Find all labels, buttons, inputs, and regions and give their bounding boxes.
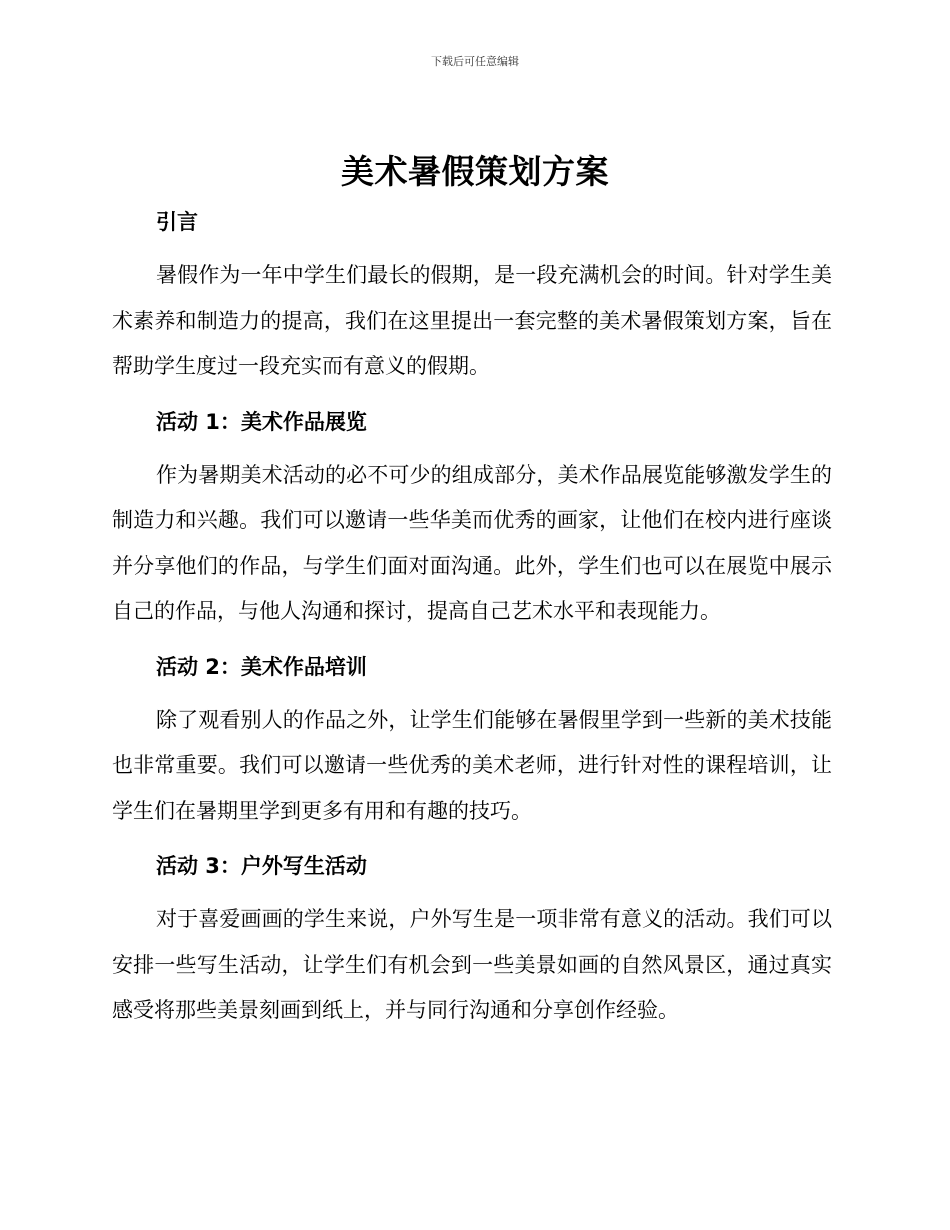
document-title: 美术暑假策划方案 xyxy=(341,152,609,191)
section-paragraph: 除了观看别人的作品之外，让学生们能够在暑假里学到一些新的美术技能也非常重要。我们可以邀请一些优秀的美术老师，进行针对性的课程培训，让学生们在暑期里学到更多有用和有趣的技巧。 xyxy=(112,707,832,823)
document-body xyxy=(112,202,832,1034)
header-note: 下载后可任意编辑 xyxy=(431,55,519,68)
section-activity-1 xyxy=(112,402,832,647)
section-activity-2 xyxy=(112,647,832,847)
section-heading: 活动 3：户外写生活动 xyxy=(156,854,367,878)
section-paragraph: 暑假作为一年中学生们最长的假期，是一段充满机会的时间。针对学生美术素养和制造力的提高，我们在这里提出一套完整的美术暑假策划方案，旨在帮助学生度过一段充实而有意义的假期。 xyxy=(112,263,832,378)
section-activity-3 xyxy=(112,846,832,1034)
section-heading: 活动 2：美术作品培训 xyxy=(156,654,367,679)
section-introduction xyxy=(112,202,832,402)
section-paragraph: 作为暑期美术活动的必不可少的组成部分，美术作品展览能够激发学生的制造力和兴趣。我们可以邀请一些华美而优秀的画家，让他们在校内进行座谈并分享他们的作品，与学生们面对面沟通。此外，学生们也可以在展览中展示自己的作品，与他人沟通和探讨，提高自己艺术水平和表现能力。 xyxy=(112,462,832,623)
section-heading: 引言 xyxy=(156,210,198,234)
section-paragraph: 对于喜爱画画的学生来说，户外写生是一项非常有意义的活动。我们可以安排一些写生活动，让学生们有机会到一些美景如画的自然风景区，通过真实感受将那些美景刻画到纸上，并与同行沟通和分享创作经验。 xyxy=(112,907,832,1022)
section-heading: 活动 1：美术作品展览 xyxy=(156,409,367,434)
